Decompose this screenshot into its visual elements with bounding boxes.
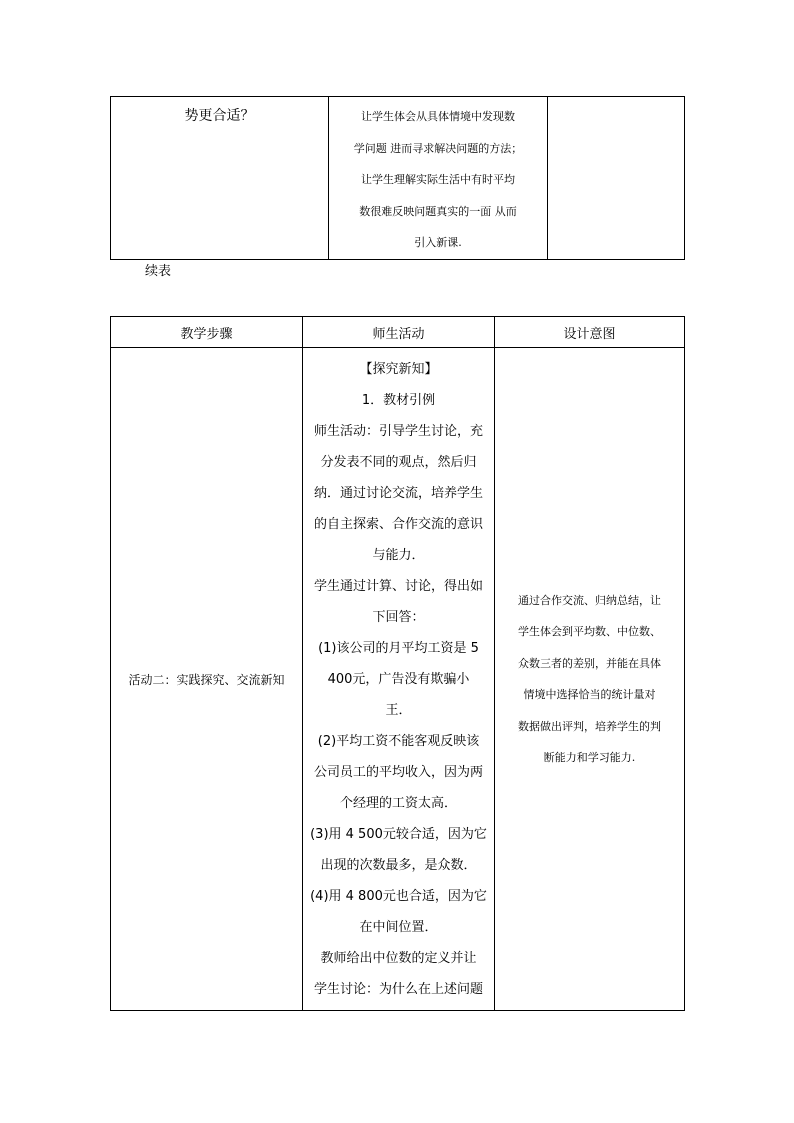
- activity-line: 学生通过计算、讨论，得出如: [313, 579, 483, 594]
- question-text: 势更合适？: [184, 108, 255, 124]
- activity-line: 400元，广告没有欺骗小: [327, 672, 470, 687]
- activity-line: 的自主探索、合作交流的意识: [313, 517, 483, 532]
- activity-cell: [303, 348, 495, 1011]
- step-cell: 活动二：实践探究、交流新知: [111, 348, 303, 1011]
- header-row: [111, 317, 685, 348]
- intent-cell: 通过合作交流、归纳总结，让 学生体会到平均数、中位数、 众数三者的差别，并能在具体 情境中选择恰当的统计量对 数据做出评判，培养学生的判 断能力和学习能力.: [495, 348, 685, 1011]
- activity-line: (3)用 4 500元较合适，因为它: [310, 827, 487, 842]
- activity-line: 师生活动：引导学生讨论，充: [313, 424, 483, 439]
- activity-line: 在中间位置．: [359, 920, 438, 935]
- intent-text: 让学生体会从具体情境中发现数 学问题 进而寻求解决问题的方法； 让学生理解实际生活中有时平均 数很难反映问题真实的一面 从而 引入新课.: [353, 110, 523, 249]
- activity-line: (2)平均工资不能客观反映该: [317, 734, 480, 749]
- activity-line: 王．: [385, 703, 412, 718]
- activity-line: 个经理的工资太高．: [339, 796, 457, 811]
- question-cell: [111, 97, 329, 260]
- activity-line: 【探究新知】: [359, 362, 438, 377]
- activity-line: 公司员工的平均收入，因为两: [313, 765, 483, 780]
- activity-line: 纳．通过讨论交流，培养学生: [313, 486, 483, 501]
- main-table: [110, 316, 685, 1011]
- body-row: [111, 348, 685, 1011]
- activity-line: 下回答：: [372, 610, 425, 625]
- continue-label: 续表: [145, 264, 172, 279]
- activity-line: 与能力．: [372, 548, 425, 563]
- header-cell: 教学步骤: [111, 317, 303, 348]
- activity-line: (1)该公司的月平均工资是 5: [318, 641, 479, 656]
- activity-line: 出现的次数最多，是众数．: [320, 858, 477, 873]
- header-cell: 师生活动: [303, 317, 495, 348]
- empty-cell: [548, 97, 685, 260]
- activity-text: [309, 354, 488, 1005]
- header-cell: 设计意图: [495, 317, 685, 348]
- activity-line: 教师给出中位数的定义并让: [320, 951, 477, 966]
- activity-line: 1．教材引例: [361, 393, 436, 408]
- activity-line: 学生讨论：为什么在上述问题: [313, 982, 483, 997]
- intent-cell: [329, 97, 548, 260]
- top-table: [110, 96, 685, 260]
- activity-line: 分发表不同的观点，然后归: [320, 455, 477, 470]
- activity-line: (4)用 4 800元也合适，因为它: [310, 889, 487, 904]
